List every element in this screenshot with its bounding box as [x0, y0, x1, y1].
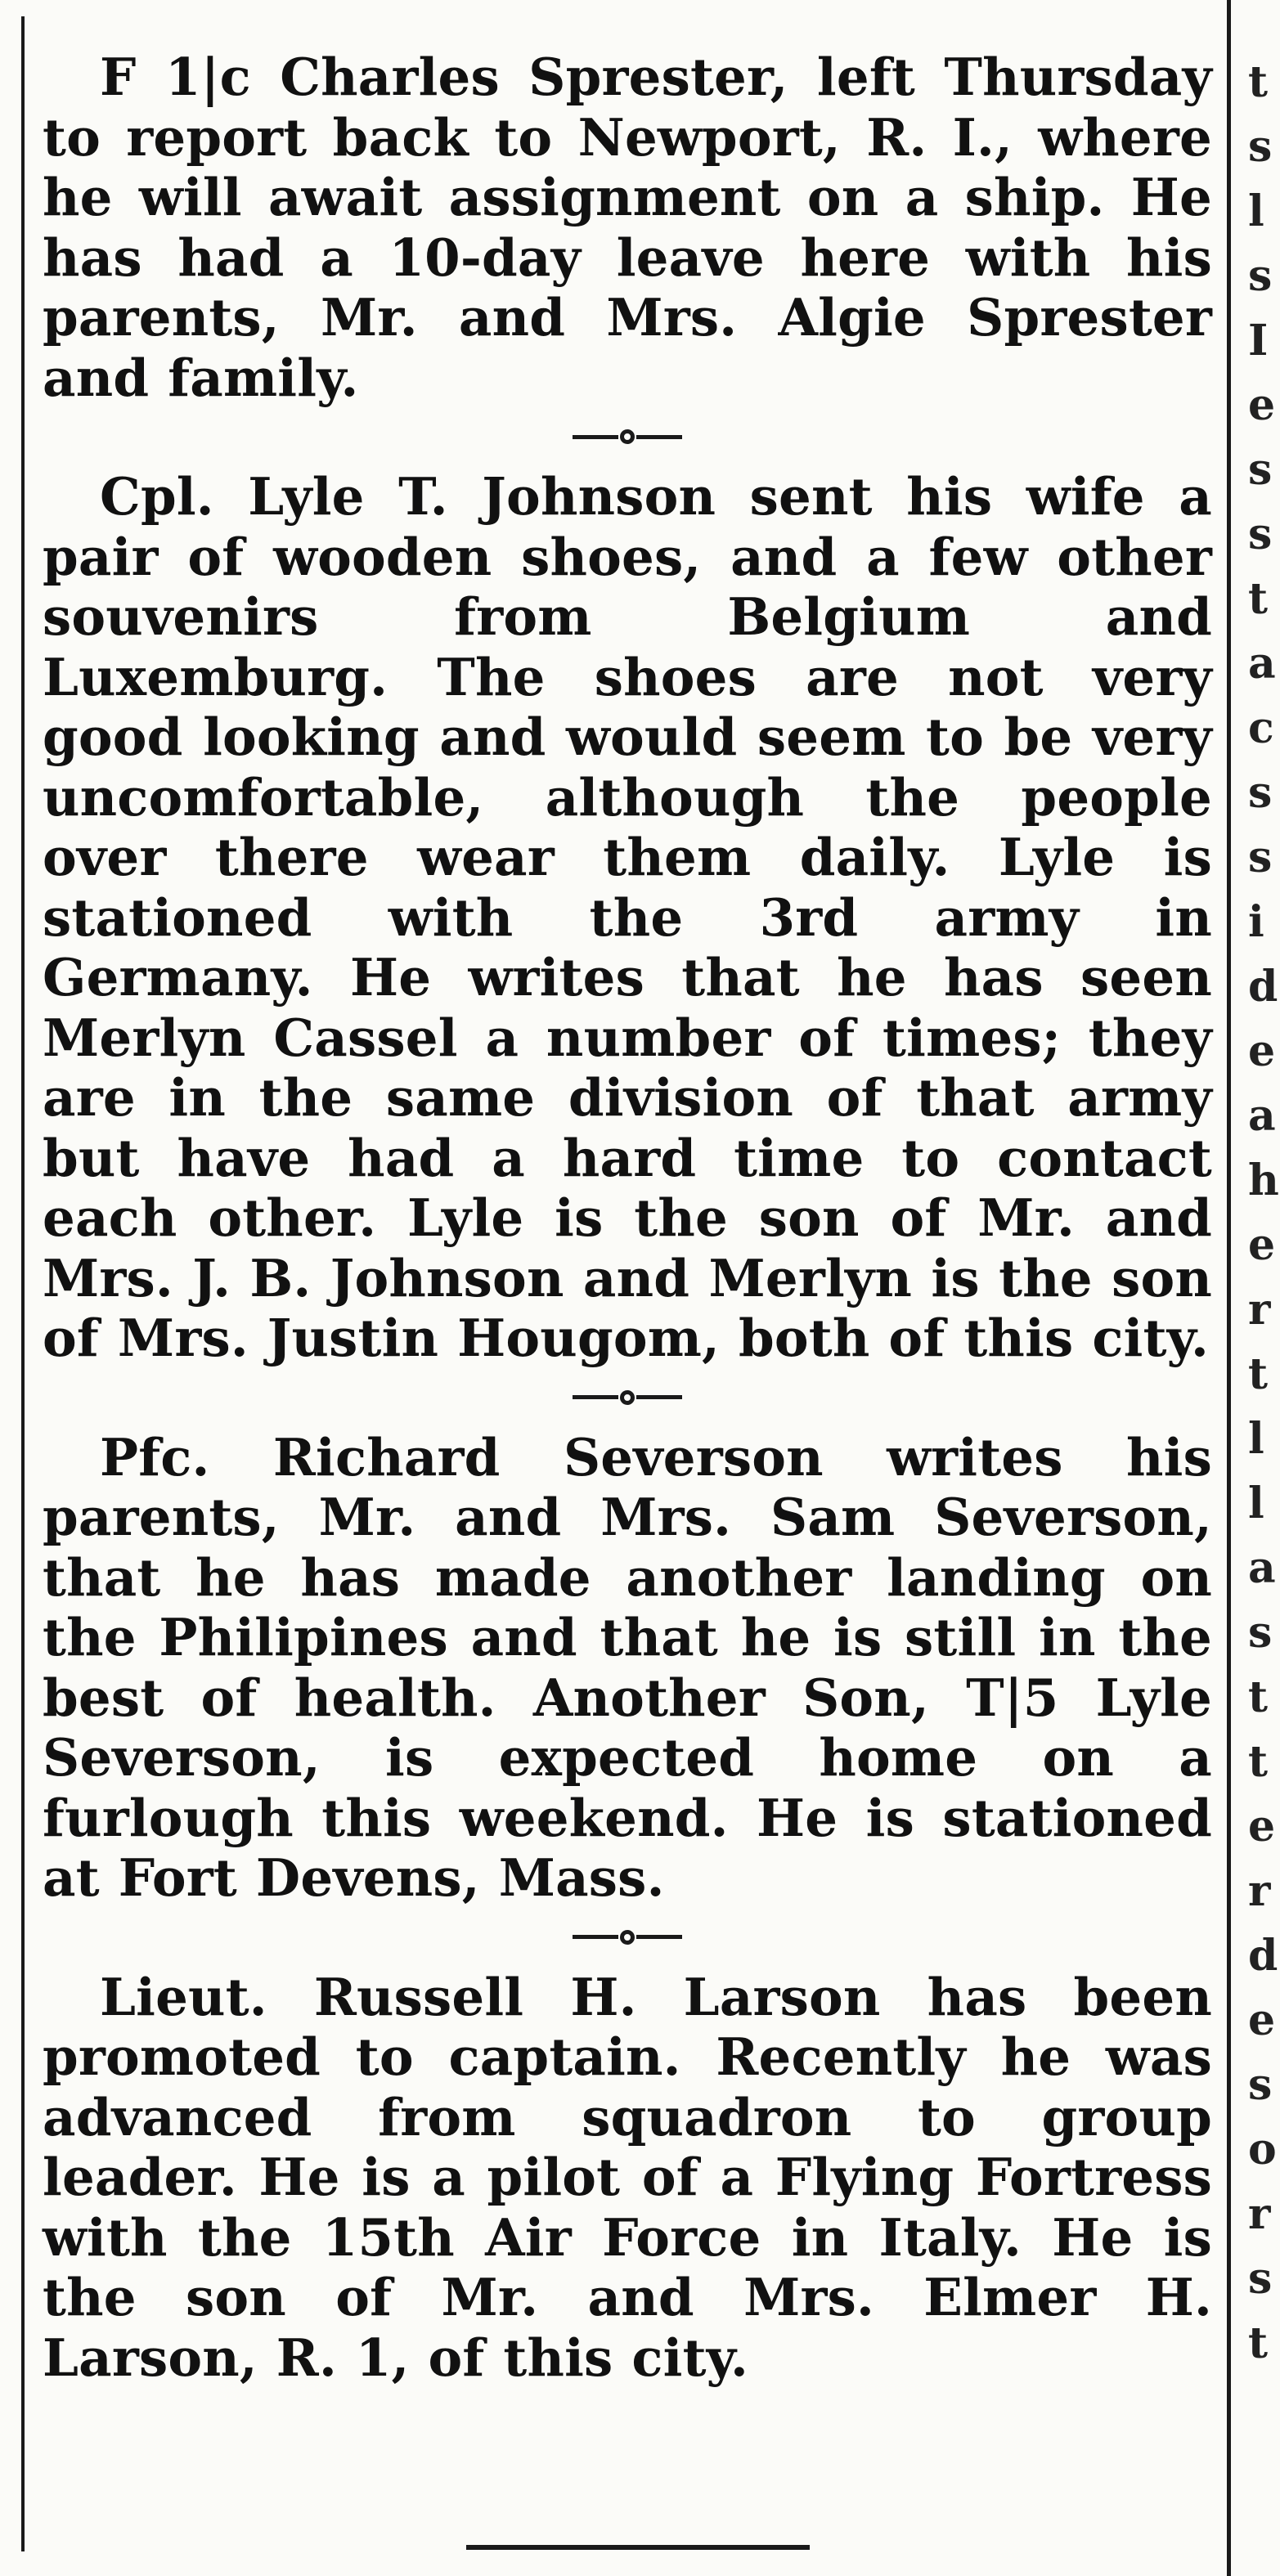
neighbor-column-fragment: a	[1248, 639, 1276, 689]
neighbor-column-fragment: c	[1248, 703, 1274, 753]
neighbor-column-fragment: d	[1248, 962, 1278, 1012]
neighbor-column-fragment: r	[1248, 2189, 1271, 2239]
neighbor-column-fragment: l	[1248, 186, 1264, 236]
neighbor-column-fragment: e	[1248, 1026, 1276, 1076]
end-of-column-rule	[466, 2545, 810, 2550]
neighbor-column-fragment: t	[1248, 1672, 1269, 1722]
article-sprester: F 1|c Charles Sprester, left Thursday to report back to Newport, R. I., where he will await assignment on a ship. He has had a 10-day leave here with his parents, Mr. and Mrs. Algie Sprester and family.	[43, 47, 1212, 408]
neighbor-column-fragment: s	[1248, 122, 1273, 172]
neighbor-column-fragment: e	[1248, 1995, 1276, 2045]
neighbor-column-fragment: s	[1248, 832, 1273, 882]
neighbor-column-fragment: a	[1248, 1091, 1276, 1141]
neighbor-column-fragment: l	[1248, 1414, 1264, 1464]
news-column	[43, 47, 1212, 2388]
article-separator	[43, 1915, 1212, 1959]
left-column-rule	[21, 16, 25, 2551]
neighbor-column-fragment: t	[1248, 2318, 1269, 2368]
neighbor-column-fragment: h	[1248, 1156, 1279, 1205]
article-separator	[43, 1376, 1212, 1420]
neighbor-column-fragment: e	[1248, 1802, 1276, 1851]
separator-ornament-icon	[620, 1390, 635, 1405]
neighbor-column-fragment: r	[1248, 1866, 1271, 1916]
neighbor-column-fragment: e	[1248, 380, 1276, 430]
neighbor-column-fragment: s	[1248, 509, 1273, 559]
neighbor-column-fragment: i	[1248, 897, 1264, 947]
neighbor-column-fragment: s	[1248, 251, 1273, 301]
neighbor-column-fragment: l	[1248, 1479, 1264, 1528]
article-larson: Lieut. Russell H. Larson has been promoted to captain. Recently he was advanced from squadron to group leader. He is a pilot of a Flying Fortress with the 15th Air Force in Italy. He is the son of Mr. and Mrs. Elmer H. Larson, R. 1, of this city.	[43, 1966, 1212, 2388]
article-severson: Pfc. Richard Severson writes his parents, Mr. and Mrs. Sam Severson, that he has made another landing on the Philipines and that he is still in the best of health. Another Son, T|5 Lyle Severson, is expected home on a furlough this weekend. He is stationed at Fort Devens, Mass.	[43, 1426, 1212, 1908]
separator-ornament-icon	[620, 429, 635, 444]
neighbor-column-fragment: o	[1248, 2125, 1277, 2174]
neighbor-column-fragment: t	[1248, 1349, 1269, 1399]
neighbor-column-fragment: t	[1248, 57, 1269, 107]
neighbor-column-fragment: s	[1248, 2060, 1273, 2110]
neighbor-column-fragment: t	[1248, 574, 1269, 624]
neighbor-column-edge	[1237, 0, 1280, 2576]
neighbor-column-fragment: r	[1248, 1285, 1271, 1335]
neighbor-column-fragment: s	[1248, 445, 1273, 495]
neighbor-column-fragment: s	[1248, 2254, 1273, 2304]
neighbor-column-fragment: d	[1248, 1931, 1278, 1981]
article-johnson: Cpl. Lyle T. Johnson sent his wife a pair of wooden shoes, and a few other souvenirs from Belgium and Luxemburg. The shoes are not very good looking and would seem to be very uncomfortable, although the people over there wear them daily. Lyle is stationed with the 3rd army in Germany. He writes that he has seen Merlyn Cassel a number of times; they are in the same division of that army but have had a hard time to contact each other. Lyle is the son of Mr. and Mrs. J. B. Johnson and Merlyn is the son of Mrs. Justin Hougom, both of this city.	[43, 466, 1212, 1368]
neighbor-column-fragment: e	[1248, 1220, 1276, 1270]
neighbor-column-fragment: a	[1248, 1543, 1276, 1593]
article-separator	[43, 415, 1212, 459]
neighbor-column-fragment: s	[1248, 768, 1273, 818]
neighbor-column-fragment: s	[1248, 1608, 1273, 1658]
neighbor-column-fragment: I	[1248, 316, 1269, 366]
separator-ornament-icon	[620, 1930, 635, 1945]
right-column-rule	[1227, 0, 1231, 2576]
neighbor-column-fragment: t	[1248, 1737, 1269, 1787]
